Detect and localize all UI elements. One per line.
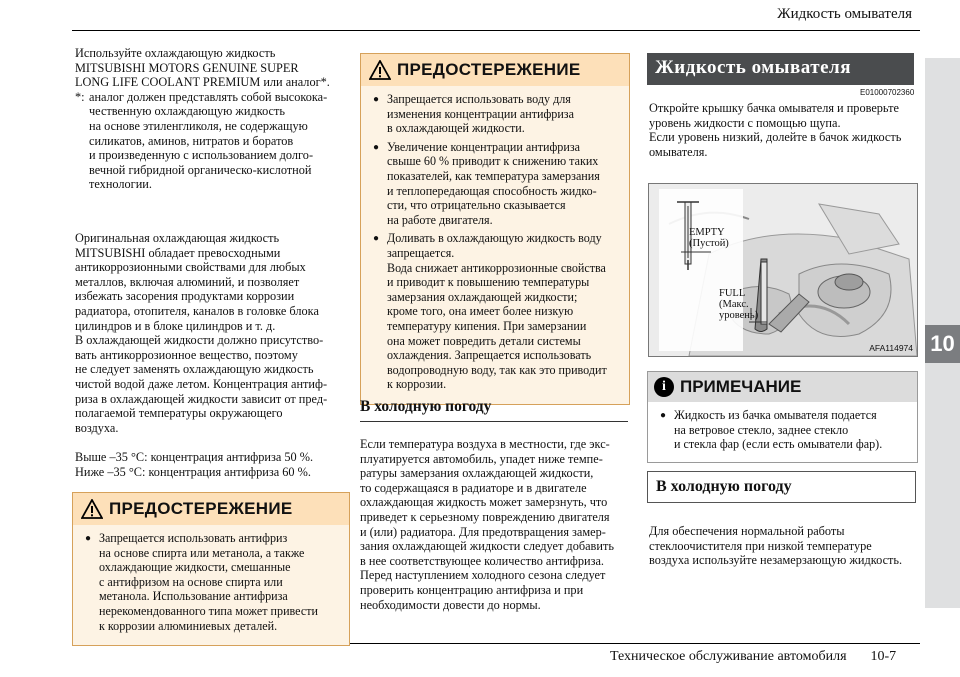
- note-header: [648, 372, 917, 402]
- text-line: зания охлаждающей жидкости следует добавить: [360, 539, 614, 554]
- text-line: приведет к серьезному повреждению двигателя: [360, 509, 610, 524]
- bullet-icon: ●: [85, 533, 92, 544]
- text-line: свыше 60 % приводит к снижению таких: [387, 154, 599, 169]
- engine-bay-illustration: [649, 184, 917, 356]
- bullet-icon: ●: [373, 94, 380, 105]
- text-line: антикоррозионными свойствами для любых: [75, 260, 306, 275]
- text-line: метанола. Использование антифриза: [99, 589, 288, 604]
- bullet-icon: ●: [373, 141, 380, 153]
- text-line: к коррозии.: [387, 377, 447, 392]
- warning-header: [73, 493, 349, 525]
- text-line: уровень жидкости с помощью щупа.: [649, 115, 841, 130]
- text-line: Если температура воздуха в местности, где экс-: [360, 437, 610, 451]
- note-box: [647, 371, 918, 463]
- text-line: проверить концентрацию антифриза и при: [360, 582, 584, 597]
- text-line: В охлаждающей жидкости должно присутство-: [75, 333, 324, 348]
- warning-box-coolant: [360, 53, 630, 405]
- text-line: Если уровень низкий, долейте в бачок жидкость: [649, 130, 902, 145]
- warning-header: [361, 54, 629, 86]
- text-line: на основе спирта или метанола, а также: [99, 545, 305, 560]
- text-line: чественную охлаждающую жидкость: [89, 104, 285, 119]
- text-line: Оригинальная охлаждающая жидкость: [75, 231, 280, 245]
- text-line: сти, что отрицательно сказывается: [387, 198, 566, 213]
- header-divider: [72, 30, 920, 31]
- text-line: Запрещается использовать антифриз: [99, 531, 288, 545]
- text-line: Вода снижает антикоррозионные свойства: [387, 260, 606, 275]
- text-line: воздуха используйте незамерзающую жидкость.: [649, 553, 903, 568]
- warning-body: [73, 525, 349, 645]
- text-line: показателей, как температура замерзания: [387, 168, 600, 183]
- text-line: на основе этиленгликоля, не содержащую: [89, 118, 308, 133]
- text-line: полагаемой температуры окружающего: [75, 406, 283, 421]
- full-sublabel: (Макс.: [719, 299, 749, 310]
- text-line: радиатора, отопителя, каналов в головке блока: [75, 303, 319, 318]
- empty-label-group: [689, 227, 729, 249]
- text-line: в охлаждающей жидкости.: [387, 121, 525, 136]
- text-line: нерекомендованного типа может привести: [99, 603, 318, 618]
- note-title: ПРИМЕЧАНИЕ: [680, 377, 802, 396]
- text-line: и произведенную с использованием долго-: [89, 148, 314, 163]
- text-line: омывателя.: [649, 144, 708, 159]
- text-line: Ниже –35 °C: концентрация антифриза 60 %.: [75, 464, 311, 479]
- text-line: Для обеспечения нормальной работы: [649, 524, 845, 538]
- chapter-number-badge: 10: [925, 325, 960, 363]
- text-line: LONG LIFE COOLANT PREMIUM или аналог*.: [75, 75, 330, 90]
- section-code: E01000702360: [860, 88, 915, 97]
- coolant-description: [75, 231, 345, 435]
- footer-section-title: Техническое обслуживание автомобиля: [610, 649, 847, 664]
- full-label: FULL: [719, 288, 746, 299]
- text-line: металлов, включая алюминий, и позволяет: [75, 274, 300, 289]
- text-line: цилиндров и в блоке цилиндров и т. д.: [75, 318, 276, 333]
- washer-fluid-intro: [649, 101, 919, 159]
- text-line: вать антикоррозионное вещество, поэтому: [75, 347, 298, 362]
- text-line: запрещается.: [387, 245, 455, 260]
- text-line: на работе двигателя.: [387, 212, 493, 227]
- text-line: не следует заменять охлаждающую жидкость: [75, 362, 314, 377]
- text-line: то содержащаяся в радиаторе и в двигателе: [360, 480, 587, 495]
- text-line: Запрещается использовать воду для: [387, 92, 571, 106]
- text-line: и стекла фар (если есть омыватели фар).: [674, 437, 883, 452]
- washer-reservoir-figure: [648, 183, 918, 357]
- full-label-group: [719, 288, 758, 321]
- warning-item: [373, 231, 619, 392]
- bullet-icon: ●: [373, 233, 380, 245]
- full-sublabel: уровень): [719, 310, 759, 321]
- warning-triangle-icon: [369, 60, 391, 80]
- text-line: замерзания охлаждающей жидкости;: [387, 289, 578, 304]
- text-line: MITSUBISHI обладает превосходными: [75, 245, 281, 260]
- text-line: Выше –35 °C: концентрация антифриза 50 %.: [75, 450, 314, 464]
- text-line: MITSUBISHI MOTORS GENUINE SUPER: [75, 60, 299, 75]
- section-heading-washer-fluid: Жидкость омывателя: [647, 53, 914, 85]
- text-line: Увеличение концентрации антифриза: [387, 139, 580, 154]
- text-line: ратуры замерзания охлаждающей жидкости,: [360, 466, 594, 481]
- page-number: 10-7: [870, 649, 897, 664]
- warning-title: ПРЕДОСТЕРЕЖЕНИЕ: [109, 499, 293, 518]
- text-line: Жидкость из бачка омывателя подается: [674, 408, 877, 422]
- text-line: Доливать в охлаждающую жидкость воду: [387, 231, 602, 246]
- bullet-icon: ●: [660, 410, 667, 421]
- figure-id: AFA114974: [869, 343, 913, 353]
- warning-title: ПРЕДОСТЕРЕЖЕНИЕ: [397, 60, 581, 79]
- warning-box-antifreeze-type: [72, 492, 350, 646]
- page-footer: [610, 649, 896, 665]
- washer-cold-weather-text: [649, 524, 921, 568]
- text-line: она может повредить детали системы: [387, 333, 581, 348]
- text-line: чистой водой даже летом. Концентрация антиф-: [75, 376, 328, 391]
- section-heading-cold-weather-washer: В холодную погоду: [647, 471, 916, 503]
- page-header-title: Жидкость омывателя: [777, 6, 912, 22]
- text-line: охлаждения. Запрещается использовать: [387, 348, 592, 363]
- text-line: изменения концентрации антифриза: [387, 106, 574, 121]
- text-line: и приводит к повышению температуры: [387, 275, 590, 290]
- warning-item: [373, 92, 619, 136]
- text-line: охлаждающие жидкости, смешанные: [99, 560, 291, 575]
- info-icon: i: [654, 377, 674, 397]
- text-line: и теплопередающая способность жидко-: [387, 183, 597, 198]
- text-line: с антифризом на основе спирта или: [99, 574, 283, 589]
- text-line: необходимости довести до нормы.: [360, 597, 541, 612]
- text-line: Перед наступлением холодного сезона следует: [360, 568, 606, 583]
- text-line: риза в охлаждающей жидкости зависит от пред-: [75, 391, 328, 406]
- concentration-info: [75, 450, 345, 479]
- empty-label: EMPTY: [689, 227, 725, 238]
- text-line: на ветровое стекло, заднее стекло: [674, 422, 849, 437]
- footnote-text: [89, 90, 327, 192]
- cold-weather-text: [360, 437, 632, 612]
- text-line: вечной гибридной органическо-кислотной: [89, 162, 312, 177]
- text-line: в нее соответствующее количество антифриза.: [360, 553, 605, 568]
- warning-triangle-icon: [81, 499, 103, 519]
- text-line: охлаждающая жидкость может замерзнуть, что: [360, 495, 608, 510]
- warning-item: [373, 140, 619, 228]
- text-line: кроме того, она имеет более низкую: [387, 304, 574, 319]
- note-body: [648, 402, 917, 462]
- empty-sublabel: (Пустой): [689, 238, 729, 249]
- text-line: аналог должен представлять собой высокока-: [89, 89, 328, 104]
- section-heading-cold-weather: В холодную погоду: [360, 398, 628, 422]
- text-line: Откройте крышку бачка омывателя и проверьте: [649, 101, 899, 115]
- text-line: Используйте охлаждающую жидкость: [75, 46, 276, 60]
- coolant-intro: [75, 46, 343, 192]
- text-line: стеклоочистителя при низкой температуре: [649, 538, 872, 553]
- note-item: [660, 408, 907, 452]
- footnote: [75, 90, 343, 192]
- text-line: избежать засорения продуктами коррозии: [75, 289, 295, 304]
- warning-body: [361, 86, 629, 404]
- warning-item: [85, 531, 339, 633]
- text-line: водопроводную воду, так как это приводит: [387, 362, 607, 377]
- text-line: технологии.: [89, 177, 152, 192]
- text-line: и (или) радиатора. Для предотвращения замер-: [360, 524, 606, 539]
- text-line: температуру кипения. При замерзании: [387, 318, 587, 333]
- footnote-mark: *:: [75, 89, 85, 104]
- text-line: силикатов, аминов, нитратов и боратов: [89, 133, 294, 148]
- text-line: к коррозии алюминиевых деталей.: [99, 618, 278, 633]
- text-line: воздуха.: [75, 420, 119, 435]
- text-line: плуатируется автомобиль, упадет ниже темпе-: [360, 451, 603, 466]
